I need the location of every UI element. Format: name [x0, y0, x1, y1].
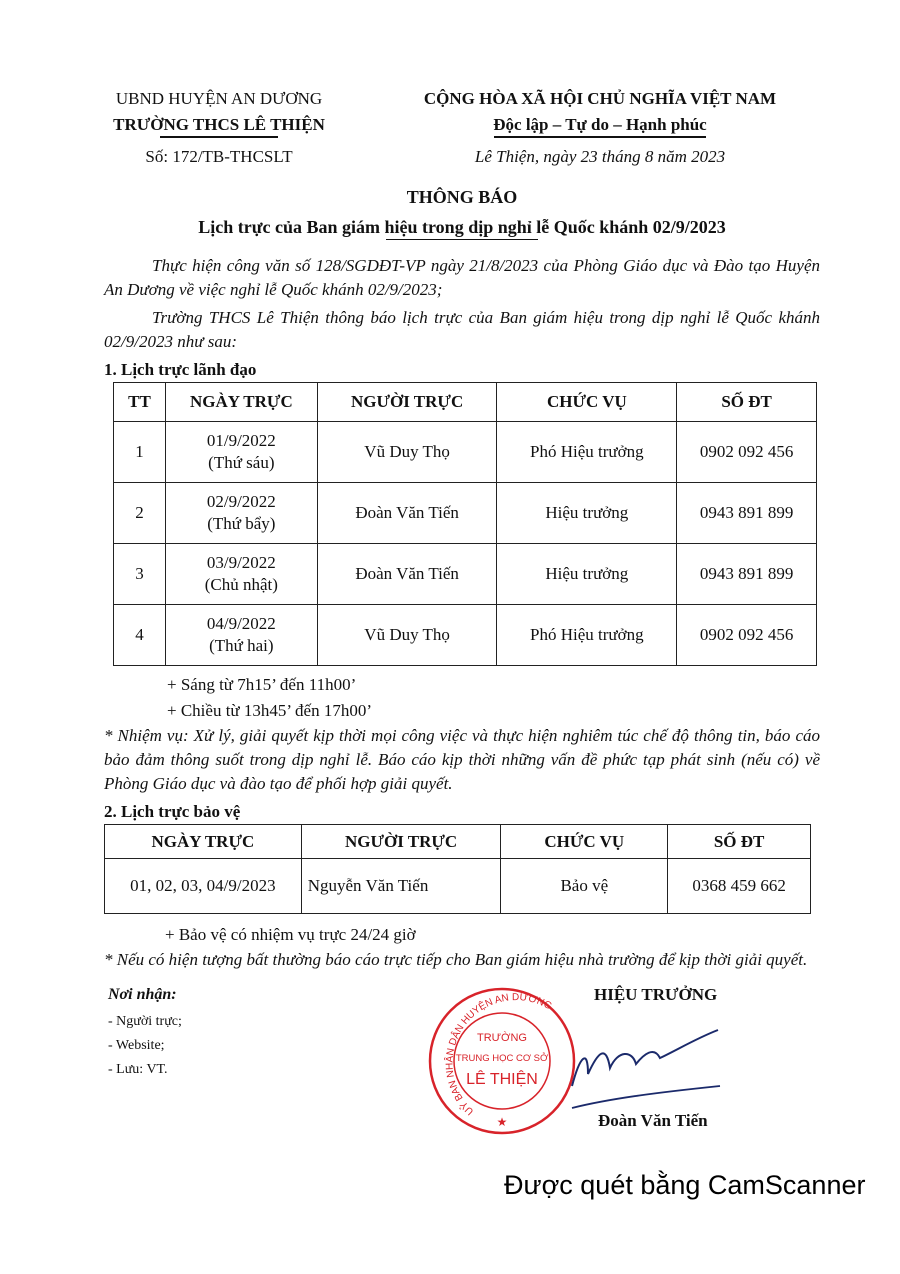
table-row [105, 859, 811, 914]
duty-role: Phó Hiệu trưởng [497, 605, 677, 666]
signer-title: HIỆU TRƯỞNG [594, 985, 718, 1004]
duty-phone: 0902 092 456 [677, 422, 817, 483]
recipient-item: - Lưu: VT. [108, 1062, 168, 1077]
duty-person: Đoàn Văn Tiến [317, 544, 497, 605]
duty-date: 04/9/2022 [206, 614, 276, 633]
nation-name: CỘNG HÒA XÃ HỘI CHỦ NGHĨA VIỆT NAM [423, 89, 777, 108]
duty-role: Phó Hiệu trưởng [497, 422, 677, 483]
duty-role: Hiệu trưởng [497, 483, 677, 544]
duty-role: Bảo vệ [501, 859, 668, 914]
duty-phone: 0943 891 899 [677, 483, 817, 544]
motto: Độc lập – Tự do – Hạnh phúc [493, 115, 707, 134]
recipients-heading: Nơi nhận: [108, 986, 177, 1003]
recipients [108, 984, 182, 1078]
svg-text:UỶ BAN NHÂN DÂN HUYỆN AN DƯƠNG: UỶ BAN NHÂN DÂN HUYỆN AN DƯƠNG [444, 992, 554, 1117]
school-name: TRƯỜNG THCS LÊ THIỆN [113, 115, 325, 134]
row-number: 3 [114, 544, 166, 605]
column-header: SỐ ĐT [668, 825, 811, 859]
svg-text:TRƯỜNG: TRƯỜNG [477, 1032, 527, 1044]
row-number: 4 [114, 605, 166, 666]
document-header [104, 86, 820, 170]
header-left [94, 86, 344, 170]
column-header: SỐ ĐT [677, 383, 817, 422]
header-right [380, 86, 820, 170]
incident-note: * Nếu có hiện tượng bất thường báo cáo trực tiếp cho Ban giám hiệu nhà trường để kịp thời giải quyết. [104, 950, 808, 969]
security-duty-table [104, 824, 811, 914]
intro-paragraph-2: Trường THCS Lê Thiện thông báo lịch trực của Ban giám hiệu trong dịp nghỉ lễ Quốc khánh 02/9/2023 như sau: [104, 308, 820, 351]
column-header: NGƯỜI TRỰC [301, 825, 501, 859]
agency-name: UBND HUYỆN AN DƯƠNG [115, 89, 323, 108]
duty-weekday: (Chủ nhật) [204, 575, 278, 594]
duty-description: * Nhiệm vụ: Xử lý, giải quyết kịp thời mọi công việc và thực hiện nghiêm túc chế độ thông tin, báo cáo bảo đảm thông suốt trong dịp nghỉ lễ. Báo cáo kịp thời những vấn đề phức tạp phát sinh (nếu có) về Phòng Giáo dục và đào tạo để phối hợp giải quyết. [104, 726, 820, 793]
leadership-duty-table [113, 382, 817, 666]
row-number: 1 [114, 422, 166, 483]
morning-hours: + Sáng từ 7h15’ đến 11h00’ [167, 675, 357, 694]
column-header: TT [114, 383, 166, 422]
duty-date-cell [165, 544, 317, 605]
camscanner-watermark: Được quét bằng CamScanner [504, 1170, 866, 1200]
duty-weekday: (Thứ hai) [209, 636, 274, 655]
table-row [114, 544, 817, 605]
intro-paragraph-1: Thực hiện công văn số 128/SGDĐT-VP ngày 21/8/2023 của Phòng Giáo dục và Đào tạo Huyện An Dương về việc nghỉ lễ Quốc khánh 02/9/2023; [104, 256, 820, 299]
column-header: CHỨC VỤ [497, 383, 677, 422]
document [104, 0, 866, 1222]
duty-phone: 0902 092 456 [677, 605, 817, 666]
duty-weekday: (Thứ bẩy) [207, 514, 276, 533]
place-date: Lê Thiện, ngày 23 tháng 8 năm 2023 [474, 146, 726, 166]
table-header-row [114, 383, 817, 422]
table-header-row [105, 825, 811, 859]
table-row [114, 483, 817, 544]
column-header: CHỨC VỤ [501, 825, 668, 859]
table-row [114, 422, 817, 483]
duty-person: Vũ Duy Thọ [317, 422, 497, 483]
afternoon-hours: + Chiều từ 13h45’ đến 17h00’ [167, 701, 372, 720]
row-number: 2 [114, 483, 166, 544]
duty-date-cell [165, 422, 317, 483]
duty-phone: 0943 891 899 [677, 544, 817, 605]
section2-heading: 2. Lịch trực bảo vệ [104, 802, 241, 821]
column-header: NGÀY TRỰC [165, 383, 317, 422]
table-row [114, 605, 817, 666]
duty-person: Vũ Duy Thọ [317, 605, 497, 666]
document-title: THÔNG BÁO [406, 186, 518, 207]
svg-text:LÊ THIỆN: LÊ THIỆN [466, 1071, 538, 1088]
document-subtitle: Lịch trực của Ban giám hiệu trong dịp nghỉ lễ Quốc khánh 02/9/2023 [198, 216, 726, 237]
duty-phone: 0368 459 662 [668, 859, 811, 914]
duty-date-cell [165, 483, 317, 544]
svg-text:★: ★ [496, 1115, 508, 1129]
duty-person: Đoàn Văn Tiến [317, 483, 497, 544]
recipient-item: - Người trực; [108, 1014, 182, 1029]
signer-name: Đoàn Văn Tiến [598, 1111, 708, 1130]
section1-heading: 1. Lịch trực lãnh đạo [104, 360, 257, 379]
duty-weekday: (Thứ sáu) [208, 453, 275, 472]
column-header: NGƯỜI TRỰC [317, 383, 497, 422]
duty-date: 01, 02, 03, 04/9/2023 [105, 859, 302, 914]
duty-date-cell [165, 605, 317, 666]
column-header: NGÀY TRỰC [105, 825, 302, 859]
duty-date: 01/9/2022 [206, 431, 276, 450]
duty-date: 03/9/2022 [206, 553, 276, 572]
document-number: Số: 172/TB-THCSLT [145, 146, 293, 166]
duty-person: Nguyễn Văn Tiến [301, 859, 501, 914]
duty-role: Hiệu trưởng [497, 544, 677, 605]
svg-text:TRUNG HỌC CƠ SỞ: TRUNG HỌC CƠ SỞ [455, 1053, 549, 1064]
duty-date: 02/9/2022 [206, 492, 276, 511]
signature-area [104, 984, 820, 1154]
recipient-item: - Website; [108, 1038, 165, 1053]
security-note: + Bảo vệ có nhiệm vụ trực 24/24 giờ [165, 925, 416, 944]
